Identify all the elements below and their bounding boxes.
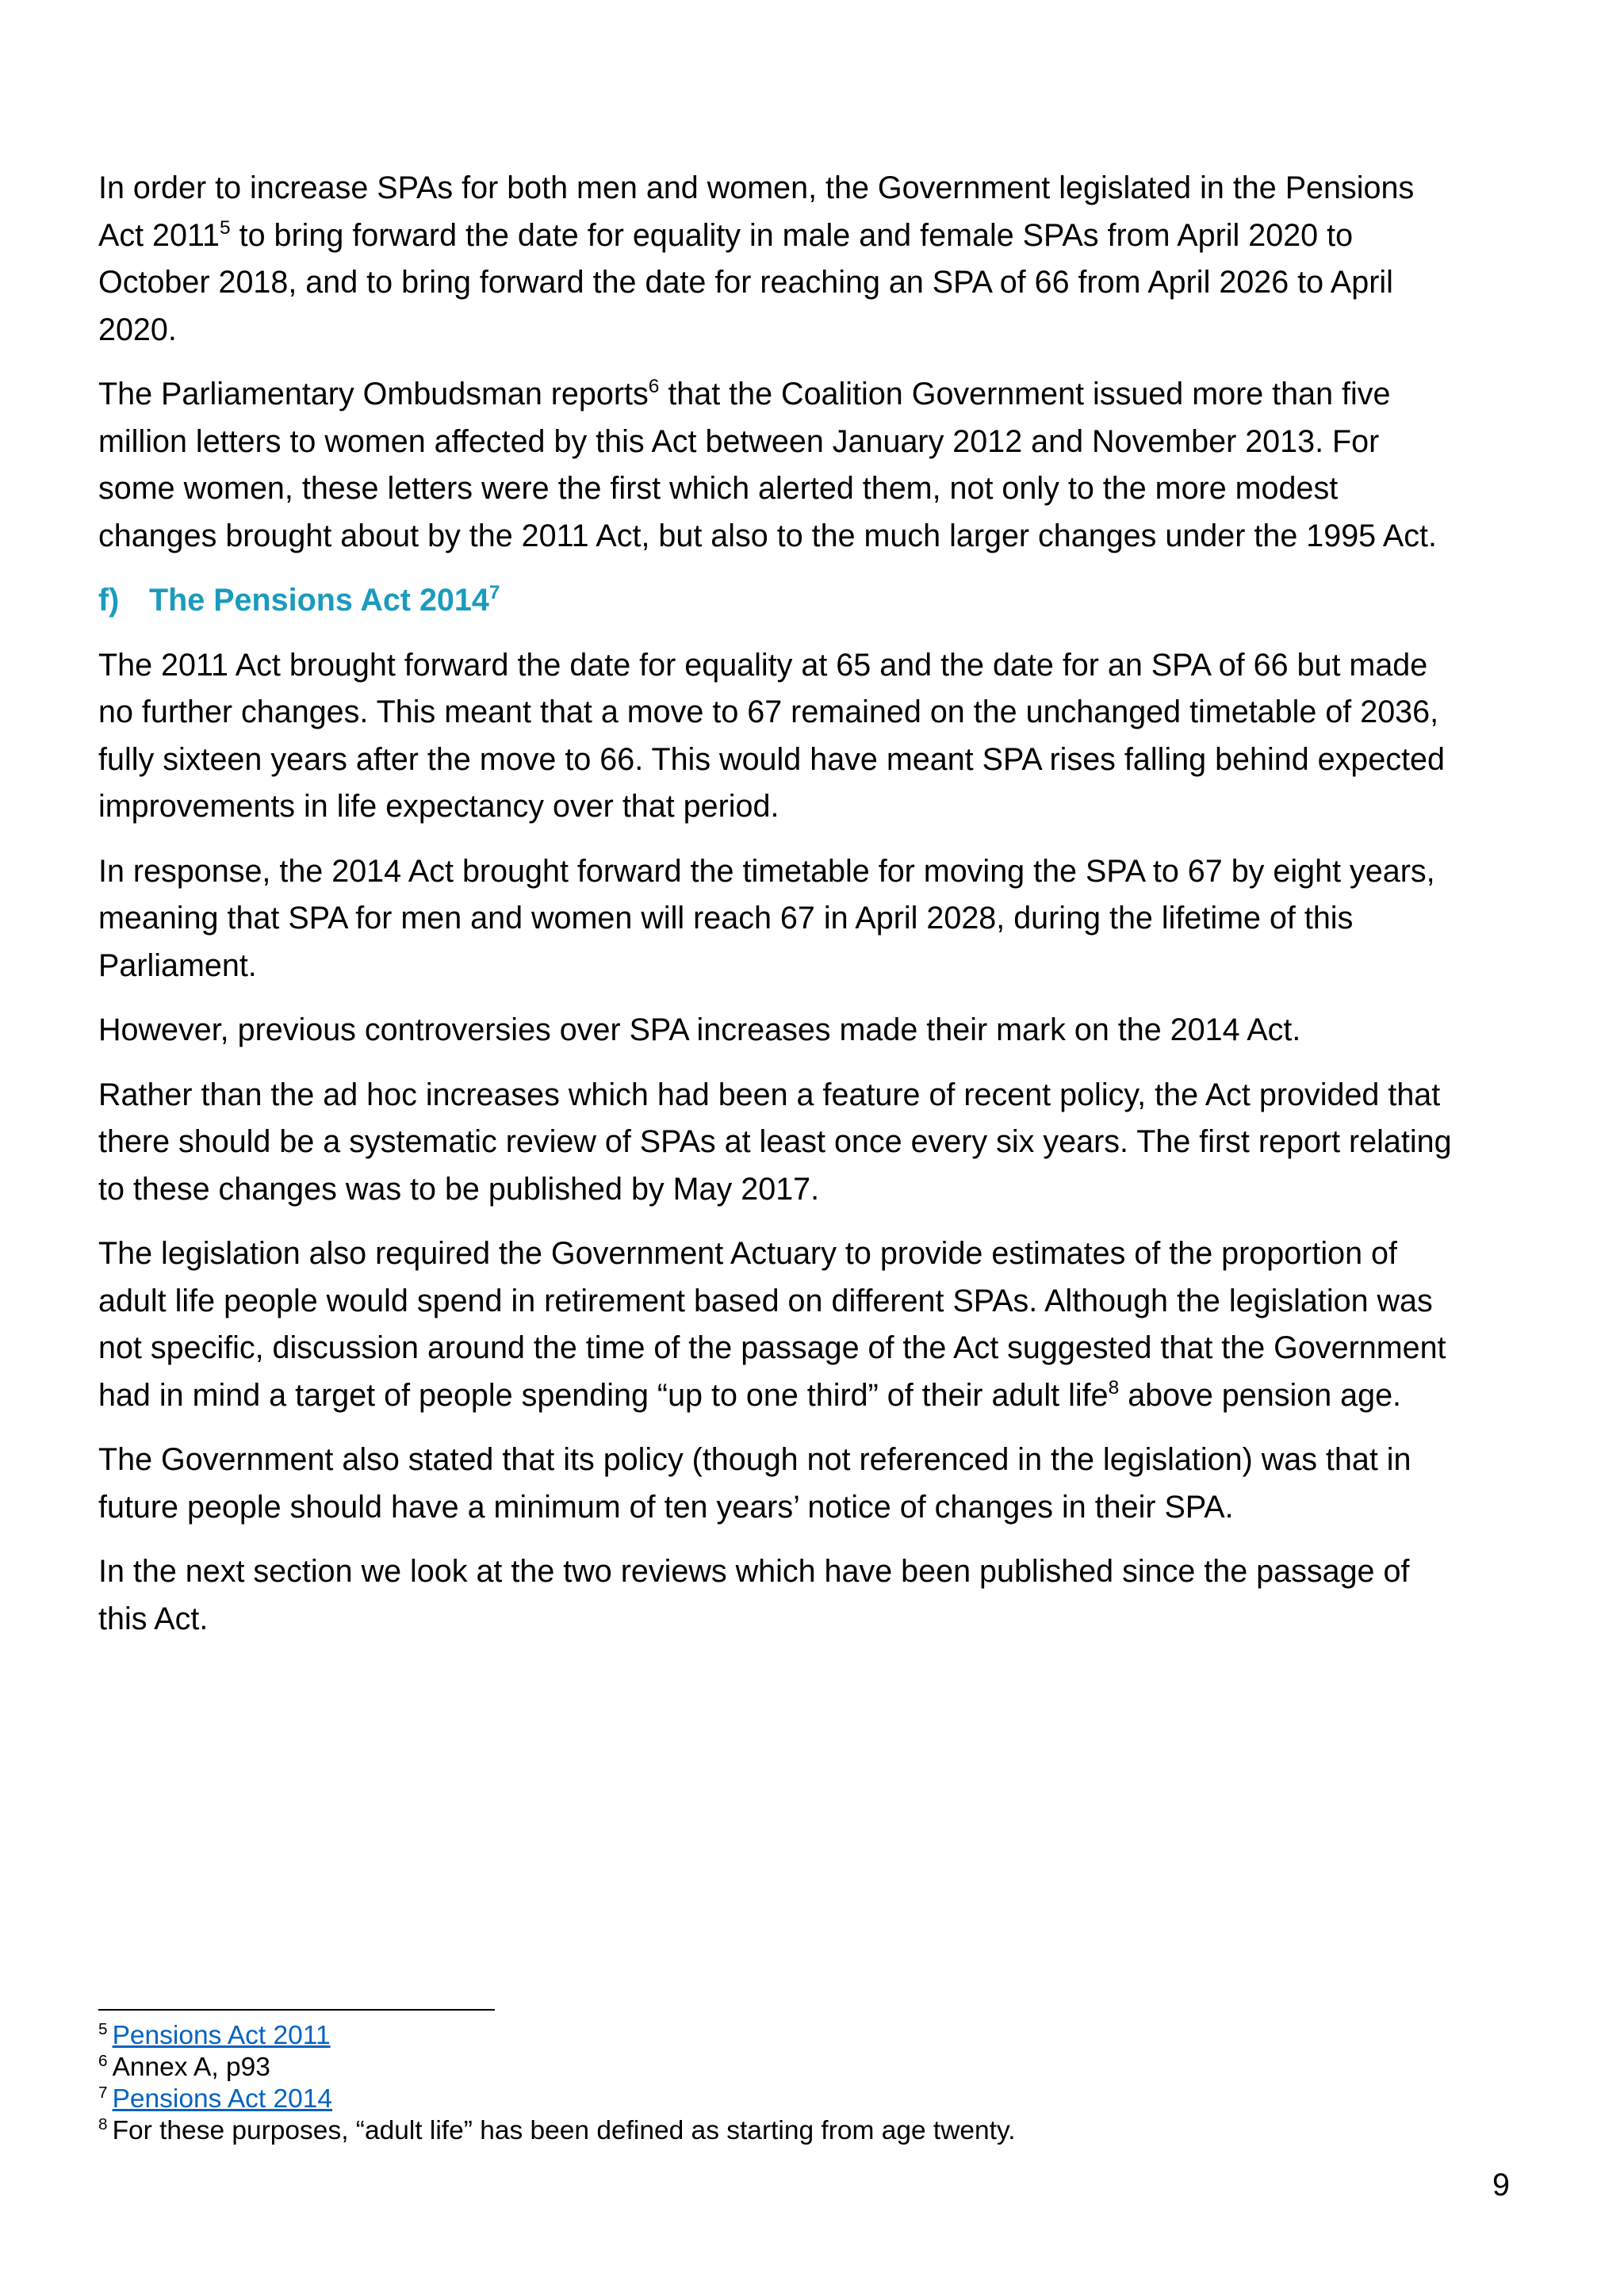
- footnotes: [98, 2020, 1462, 2147]
- paragraph-text: to bring forward the date for equality in male and female SPAs from April 2020 to October 2018, and to bring forward the date for reaching an SPA of 66 from April 2026 to April 2020.: [98, 217, 1393, 347]
- footnote-number: 8: [98, 2114, 108, 2133]
- paragraph-2011-act: The 2011 Act brought forward the date for equality at 65 and the date for an SPA of 66 but made no further changes. This meant that a move to 67 remained on the unchanged timetable of 2036, fully sixteen years after the move to 66. This would have meant SPA rises falling behind expected improvements in life expectancy over that period.: [98, 647, 1445, 824]
- footnote-ref-6[interactable]: 6: [648, 375, 660, 397]
- paragraph-next-section: In the next section we look at the two reviews which have been published since the passage of this Act.: [98, 1554, 1410, 1636]
- footnote-ref-8[interactable]: 8: [1108, 1376, 1120, 1399]
- footnote-8: [98, 2115, 1462, 2147]
- paragraph-ombudsman: [98, 371, 1462, 560]
- footnote-separator: [98, 2009, 495, 2011]
- footnote-number: 6: [98, 2051, 108, 2070]
- section-number: f): [98, 583, 120, 618]
- footnote-ref-5[interactable]: 5: [220, 216, 231, 239]
- footnote-number: 7: [98, 2083, 108, 2102]
- body-text: [98, 165, 1462, 1660]
- paragraph-text: The Parliamentary Ombudsman reports: [98, 377, 649, 411]
- footnote-link-pensions-act-2014[interactable]: Pensions Act 2014: [112, 2084, 333, 2114]
- paragraph-systematic-review: Rather than the ad hoc increases which had been a feature of recent policy, the Act provided that there should be a systematic review of SPAs at least once every six years. The first report relating to these changes was to be published by May 2017.: [98, 1077, 1452, 1207]
- paragraph-text: above pension age.: [1119, 1377, 1402, 1413]
- page-number: 9: [1492, 2168, 1510, 2202]
- footnote-6: [98, 2052, 1462, 2084]
- paragraph-notice-policy: The Government also stated that its policy (though not referenced in the legislation) was that in future people should have a minimum of ten years’ notice of changes in their SPA.: [98, 1442, 1411, 1525]
- footnote-7: [98, 2084, 1462, 2115]
- paragraph-controversies: However, previous controversies over SPA increases made their mark on the 2014 Act.: [98, 1012, 1301, 1047]
- section-title: The Pensions Act 2014: [149, 583, 489, 618]
- paragraph-government-actuary: [98, 1230, 1462, 1419]
- footnote-5: [98, 2020, 1462, 2052]
- section-heading: [98, 577, 1462, 625]
- paragraph-pensions-act-2011: [98, 165, 1462, 354]
- footnote-link-pensions-act-2011[interactable]: Pensions Act 2011: [112, 2021, 331, 2050]
- paragraph-text: The legislation also required the Government Actuary to provide estimates of the proportion of adult life people would spend in retirement based on different SPAs. Although the legislation was not specific, discussion around the time of the passage of the Act suggested that the Government had in mind a target of people spending “up to one third” of their adult life: [98, 1236, 1446, 1413]
- paragraph-text: In order to increase SPAs for both men and women, the Government legislated in the Pensions Act 2011: [98, 170, 1415, 253]
- footnote-text: For these purposes, “adult life” has been defined as starting from age twenty.: [112, 2116, 1016, 2145]
- paragraph-2014-act-response: In response, the 2014 Act brought forward the timetable for moving the SPA to 67 by eight years, meaning that SPA for men and women will reach 67 in April 2028, during the lifetime of this Parliament.: [98, 853, 1435, 983]
- footnote-ref-7[interactable]: 7: [488, 581, 500, 603]
- footnote-number: 5: [98, 2019, 108, 2038]
- paragraph-text: that the Coalition Government issued more than five million letters to women affected by this Act between January 2012 and November 2013. For some women, these letters were the first which alerted them, not only to the more modest changes brought about by the 2011 Act, but also to the much larger changes under the 1995 Act.: [98, 377, 1437, 553]
- footnote-text: Annex A, p93: [112, 2053, 270, 2082]
